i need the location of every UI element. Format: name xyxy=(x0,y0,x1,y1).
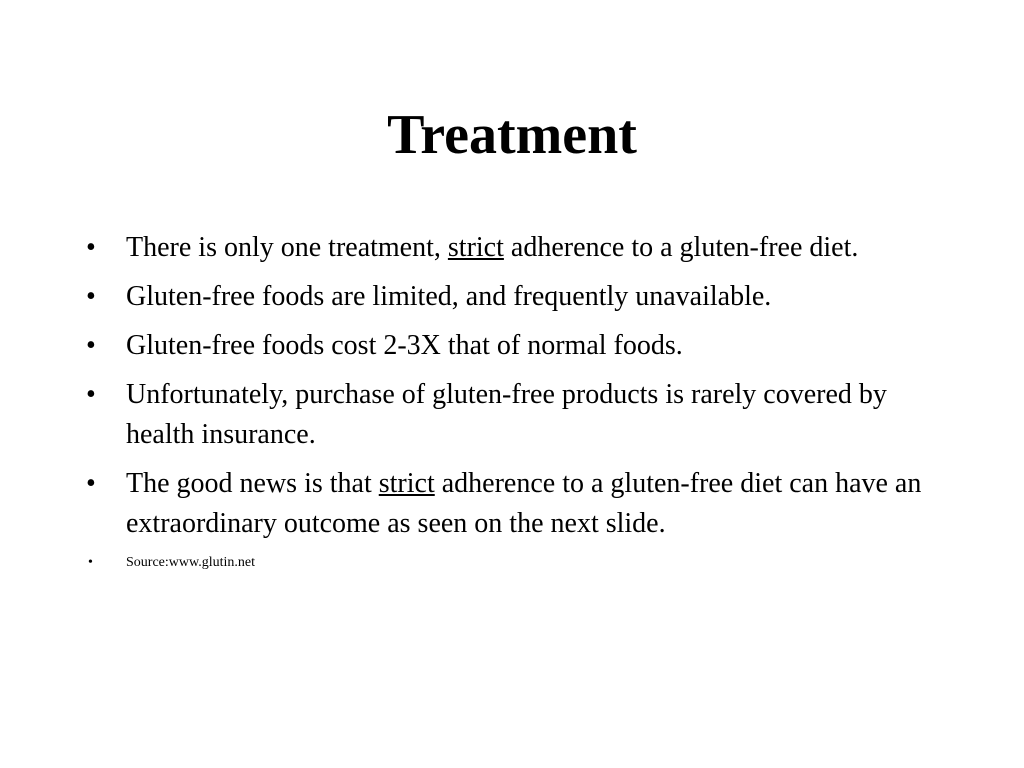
source-text: Source:www.glutin.net xyxy=(126,555,255,570)
bullet-text-post: adherence to a gluten-free diet. xyxy=(503,232,859,263)
bullet-text: Gluten-free foods are limited, and frequently unavailable. xyxy=(126,281,772,312)
bullet-item xyxy=(84,228,944,268)
bullet-marker: • xyxy=(88,555,93,570)
bullet-text-post: adherence to a gluten-free diet can have an extraordinary outcome as seen on the next slide. xyxy=(126,468,922,539)
bullet-marker: • xyxy=(86,379,96,410)
bullet-text: Gluten-free foods cost 2-3X that of normal foods. xyxy=(126,330,683,361)
bullet-marker: • xyxy=(86,281,96,312)
bullet-list xyxy=(84,228,944,582)
bullet-item xyxy=(84,375,944,455)
bullet-marker: • xyxy=(86,232,96,263)
bullet-text-emphasis: strict xyxy=(378,468,435,499)
source-item xyxy=(84,553,944,573)
bullet-marker: • xyxy=(86,468,96,499)
bullet-item xyxy=(84,277,944,317)
bullet-text: Unfortunately, purchase of gluten-free products is rarely covered by health insurance. xyxy=(126,379,887,450)
bullet-marker: • xyxy=(86,330,96,361)
bullet-text-pre: There is only one treatment, xyxy=(126,232,448,263)
bullet-text-emphasis: strict xyxy=(447,232,504,263)
bullet-text-pre: The good news is that xyxy=(126,468,379,499)
slide-title: Treatment xyxy=(387,104,637,166)
bullet-item xyxy=(84,326,944,366)
bullet-item xyxy=(84,464,944,544)
